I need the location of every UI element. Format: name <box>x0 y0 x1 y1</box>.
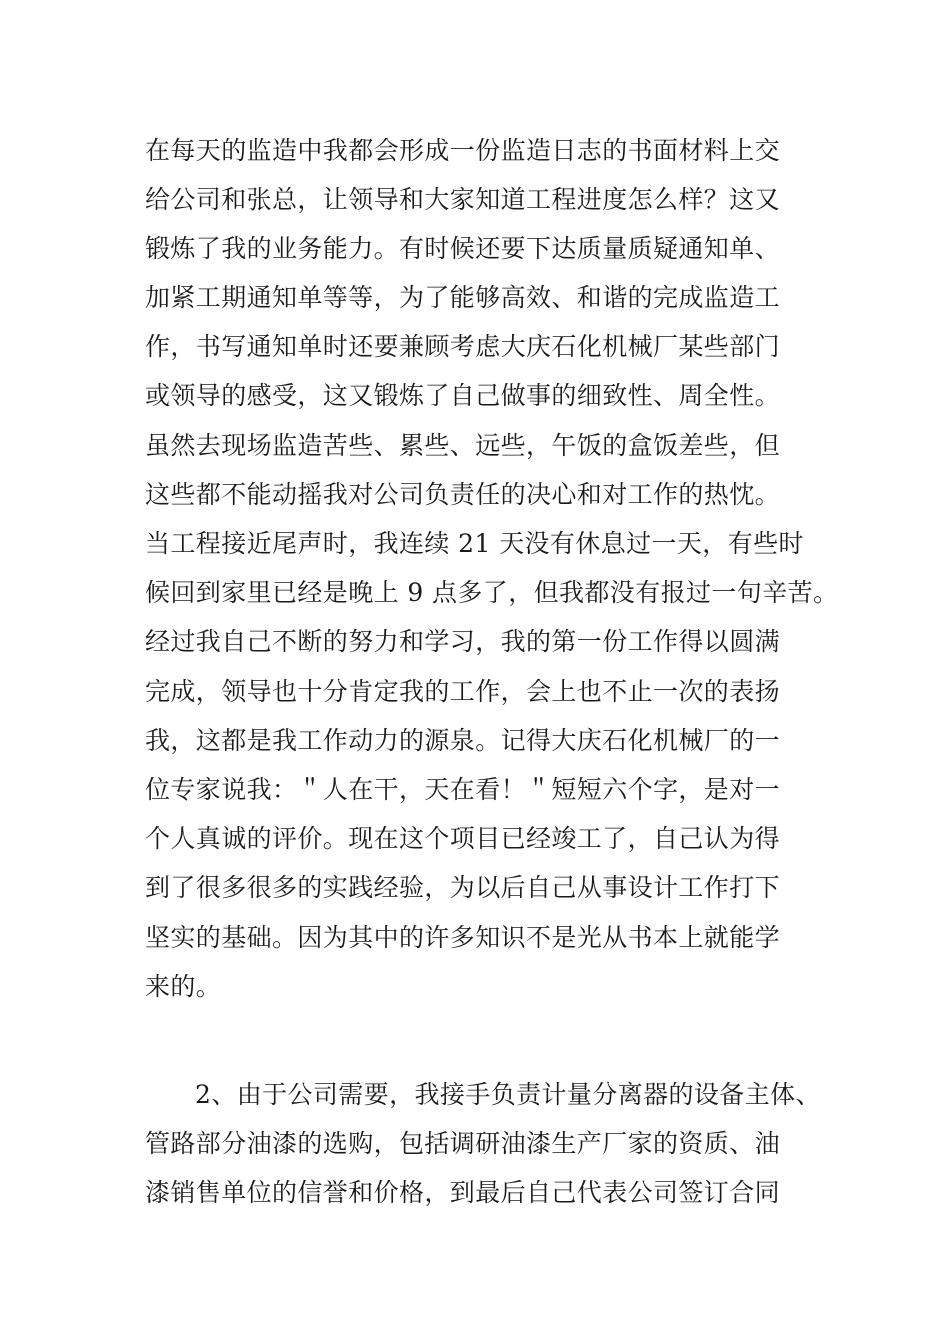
text-line: 候回到家里已经是晚上 9 点多了，但我都没有报过一句辛苦。 <box>145 578 839 607</box>
text-line: 来的。 <box>145 972 222 1001</box>
text-line: 漆销售单位的信誉和价格，到最后自己代表公司签订合同 <box>145 1178 781 1207</box>
text-line: 经过我自己不断的努力和学习，我的第一份工作得以圆满 <box>145 627 781 656</box>
text-line: 这些都不能动摇我对公司负责任的决心和对工作的热忱。 <box>145 480 781 509</box>
text-line: 个人真诚的评价。现在这个项目已经竣工了，自己认为得 <box>145 824 781 853</box>
text-line: 当工程接近尾声时，我连续 21 天没有休息过一天，有些时 <box>145 529 804 558</box>
text-line: 在每天的监造中我都会形成一份监造日志的书面材料上交 <box>145 136 781 165</box>
text-line: 给公司和张总，让领导和大家知道工程进度怎么样？这又 <box>145 185 781 214</box>
text-line: 或领导的感受，这又锻炼了自己做事的细致性、周全性。 <box>145 381 781 410</box>
text-line: 位专家说我：＂人在干，天在看！＂短短六个字，是对一 <box>145 775 781 804</box>
text-line: 作，书写通知单时还要兼顾考虑大庆石化机械厂某些部门 <box>145 332 781 361</box>
text-line: 加紧工期通知单等等，为了能够高效、和谐的完成监造工 <box>145 283 781 312</box>
text-line: 到了很多很多的实践经验，为以后自己从事设计工作打下 <box>145 873 781 902</box>
text-line: 2、由于公司需要，我接手负责计量分离器的设备主体、 <box>195 1080 821 1109</box>
text-line: 完成，领导也十分肯定我的工作，会上也不止一次的表扬 <box>145 677 781 706</box>
text-line: 坚实的基础。因为其中的许多知识不是光从书本上就能学 <box>145 923 781 952</box>
text-line: 锻炼了我的业务能力。有时候还要下达质量质疑通知单、 <box>145 234 781 263</box>
text-line: 管路部分油漆的选购，包括调研油漆生产厂家的资质、油 <box>145 1129 781 1158</box>
text-line: 虽然去现场监造苦些、累些、远些，午饭的盒饭差些，但 <box>145 431 781 460</box>
text-line: 我，这都是我工作动力的源泉。记得大庆石化机械厂的一 <box>145 726 781 755</box>
